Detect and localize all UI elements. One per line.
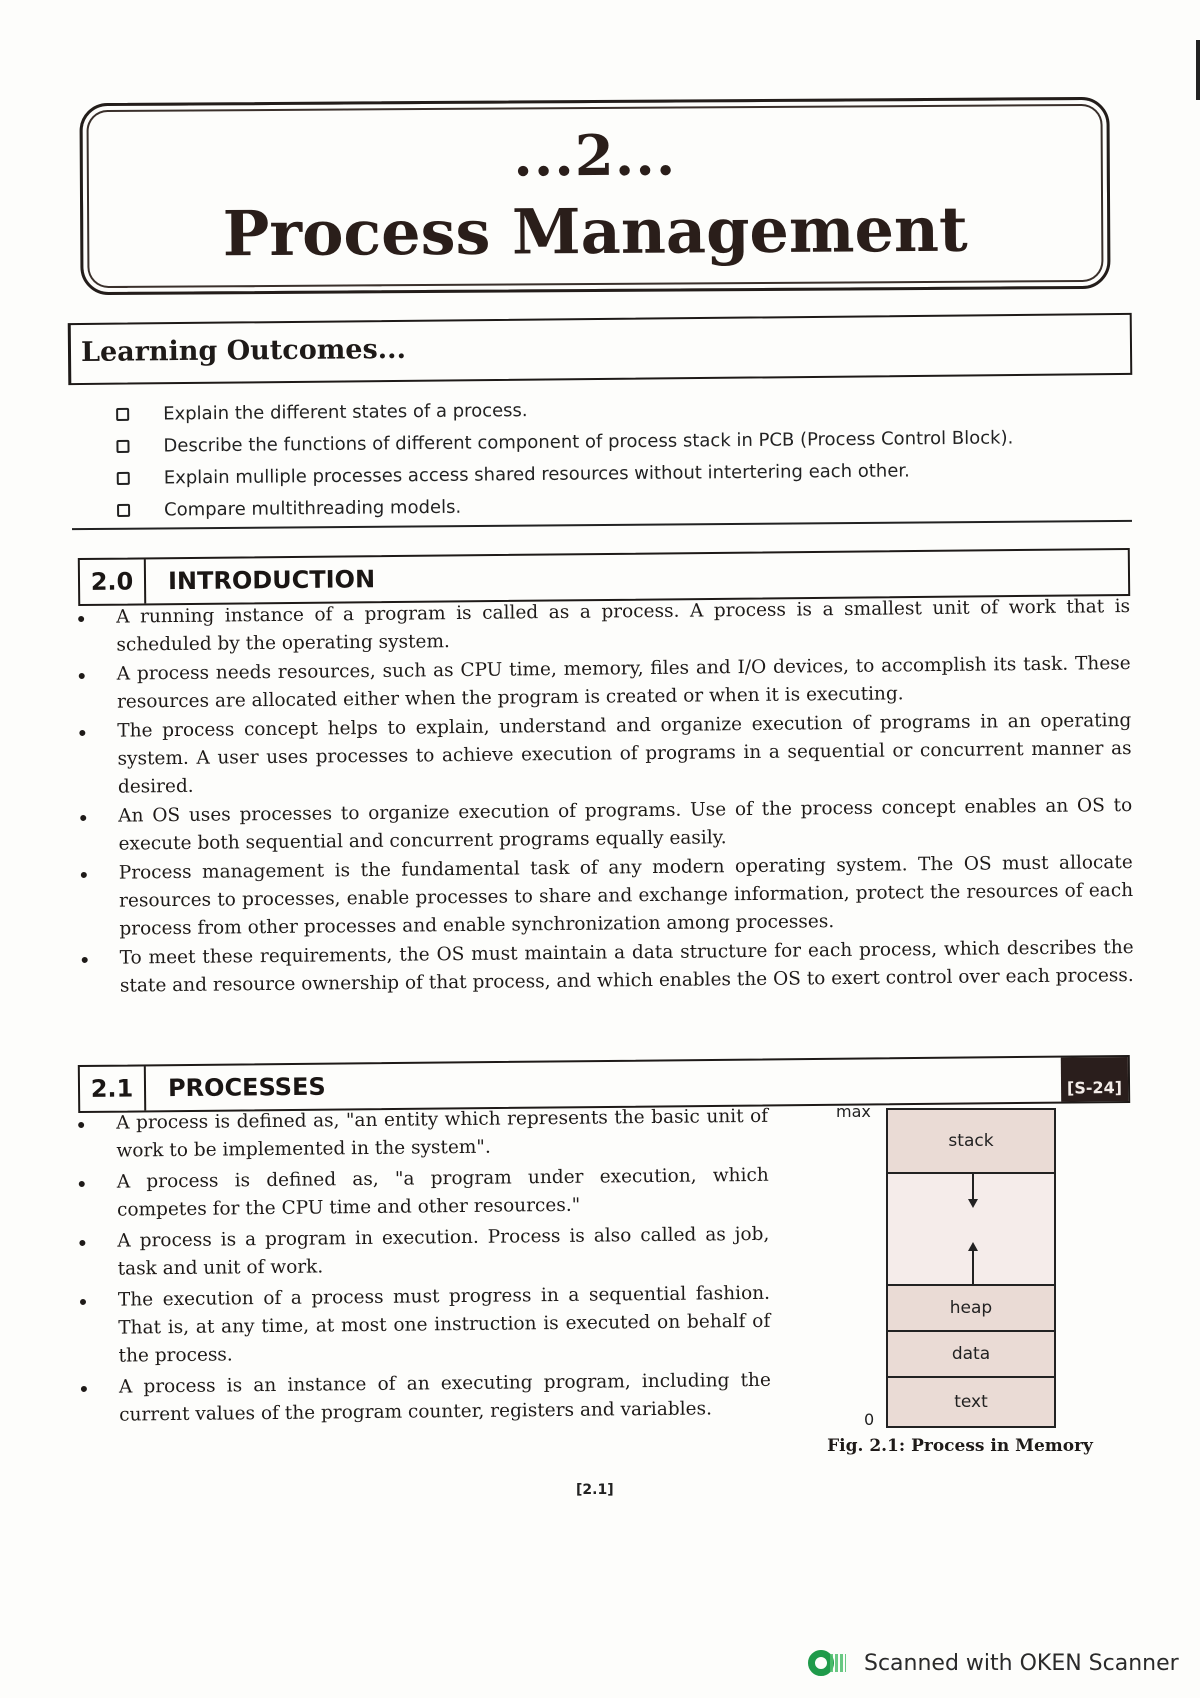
bullet-text: A process is a program in execution. Process is also called as job, task and unit of work. — [117, 1223, 770, 1280]
bullet-icon — [79, 1240, 85, 1246]
section-title: PROCESSES — [167, 1072, 326, 1103]
bullet-text: The execution of a process must progress in a sequential fashion. That is, at any time, at most one instruction is executed on behalf of the process. — [117, 1282, 771, 1367]
learning-outcome-text: Describe the functions of different component of process stack in PCB (Process Control Block). — [163, 426, 1014, 457]
scanner-watermark-text: Scanned with OKEN Scanner — [864, 1650, 1179, 1676]
learning-outcome-text: Compare multithreading models. — [163, 496, 462, 521]
max-address-label: max — [836, 1102, 871, 1121]
arrow-up-icon — [972, 1248, 974, 1284]
zero-address-label: 0 — [864, 1410, 875, 1429]
checkbox-bullet-icon — [117, 471, 130, 484]
section-number: 2.0 — [80, 559, 146, 604]
introduction-bullets — [78, 593, 1134, 1002]
bullet-icon — [80, 815, 86, 821]
chapter-title-frame — [79, 97, 1110, 295]
bullet-item — [78, 1103, 769, 1166]
learning-outcome-text: Explain mulliple processes access shared resources without intertering each other. — [163, 459, 910, 489]
checkbox-bullet-icon — [117, 503, 130, 516]
learning-outcomes-header — [68, 313, 1133, 385]
bullet-icon — [82, 957, 88, 963]
bullet-item — [79, 650, 1132, 717]
bullet-text: A process is an instance of an executing program, including the current values of the program counter, registers and variables. — [118, 1369, 771, 1426]
bullet-item — [78, 593, 1131, 660]
bullet-item — [81, 1367, 772, 1430]
bullet-text: A process needs resources, such as CPU time, memory, files and I/O devices, to accomplish its task. These resources are allocated either when the program is created or when it is executing. — [116, 652, 1131, 713]
bullet-item — [81, 849, 1134, 944]
bullet-item — [79, 1162, 770, 1225]
section-number: 2.1 — [80, 1066, 146, 1111]
chapter-title: Process Management — [222, 192, 968, 271]
bullet-text: A process is defined as, "a program under execution, which competes for the CPU time and other resources." — [116, 1164, 769, 1221]
text-segment: text — [888, 1378, 1054, 1426]
checkbox-bullet-icon — [116, 439, 129, 452]
bullet-item — [80, 1280, 771, 1371]
bullet-icon — [81, 872, 87, 878]
bullet-item — [80, 792, 1133, 859]
oken-scanner-logo-icon — [808, 1650, 848, 1676]
bullet-icon — [80, 1299, 86, 1305]
chapter-number: ...2... — [513, 122, 677, 190]
bullet-item — [79, 707, 1132, 802]
learning-outcome-text: Explain the different states of a process. — [163, 399, 528, 425]
page-edge-mark — [1196, 40, 1200, 100]
checkbox-bullet-icon — [116, 407, 129, 420]
page-number: [2.1] — [576, 1482, 614, 1498]
bullet-text: An OS uses processes to organize execution of programs. Use of the process concept enables an OS to execute both sequential and concurrent programs equally easily. — [118, 794, 1133, 855]
memory-layout-diagram — [886, 1108, 1056, 1428]
bullet-item — [79, 1221, 770, 1284]
arrow-down-icon — [972, 1174, 974, 1204]
learning-outcomes-list — [116, 388, 1117, 526]
bullet-text: To meet these requirements, the OS must maintain a data structure for each process, which describes the state and resource ownership of that process, and which enables the OS to exert control over each process. — [119, 936, 1134, 997]
bullet-icon — [79, 730, 85, 736]
data-segment: data — [888, 1332, 1054, 1378]
section-title: INTRODUCTION — [167, 565, 376, 596]
bullet-icon — [79, 673, 85, 679]
bullet-icon — [79, 1181, 85, 1187]
exam-tag-badge: [S-24] — [1061, 1057, 1128, 1102]
bullet-icon — [78, 1122, 84, 1128]
scanner-watermark — [808, 1650, 1179, 1676]
bullet-text: A process is defined as, "an entity which represents the basic unit of work to be implemented in the system". — [116, 1105, 769, 1162]
process-memory-figure — [820, 1100, 1100, 1460]
bullet-icon — [81, 1386, 87, 1392]
free-space-segment — [888, 1174, 1054, 1286]
bullet-text: The process concept helps to explain, understand and organize execution of programs in an operating system. A user uses processes to achieve execution of programs in a sequential or concurrent manner as desired. — [117, 709, 1132, 798]
heap-segment: heap — [888, 1286, 1054, 1332]
figure-caption: Fig. 2.1: Process in Memory — [827, 1436, 1093, 1456]
bullet-text: A running instance of a program is called as a process. A process is a smallest unit of work that is scheduled by the operating system. — [116, 595, 1131, 656]
stack-segment: stack — [888, 1110, 1054, 1174]
bullet-item — [82, 934, 1135, 1001]
learning-outcomes-title: Learning Outcomes... — [80, 333, 407, 368]
processes-bullets — [78, 1103, 771, 1433]
bullet-icon — [78, 616, 84, 622]
bullet-text: Process management is the fundamental task of any modern operating system. The OS must allocate resources to processes, enable processes to share and exchange information, protect the resources of each process from other processes and enable synchronization among processes. — [118, 851, 1134, 940]
